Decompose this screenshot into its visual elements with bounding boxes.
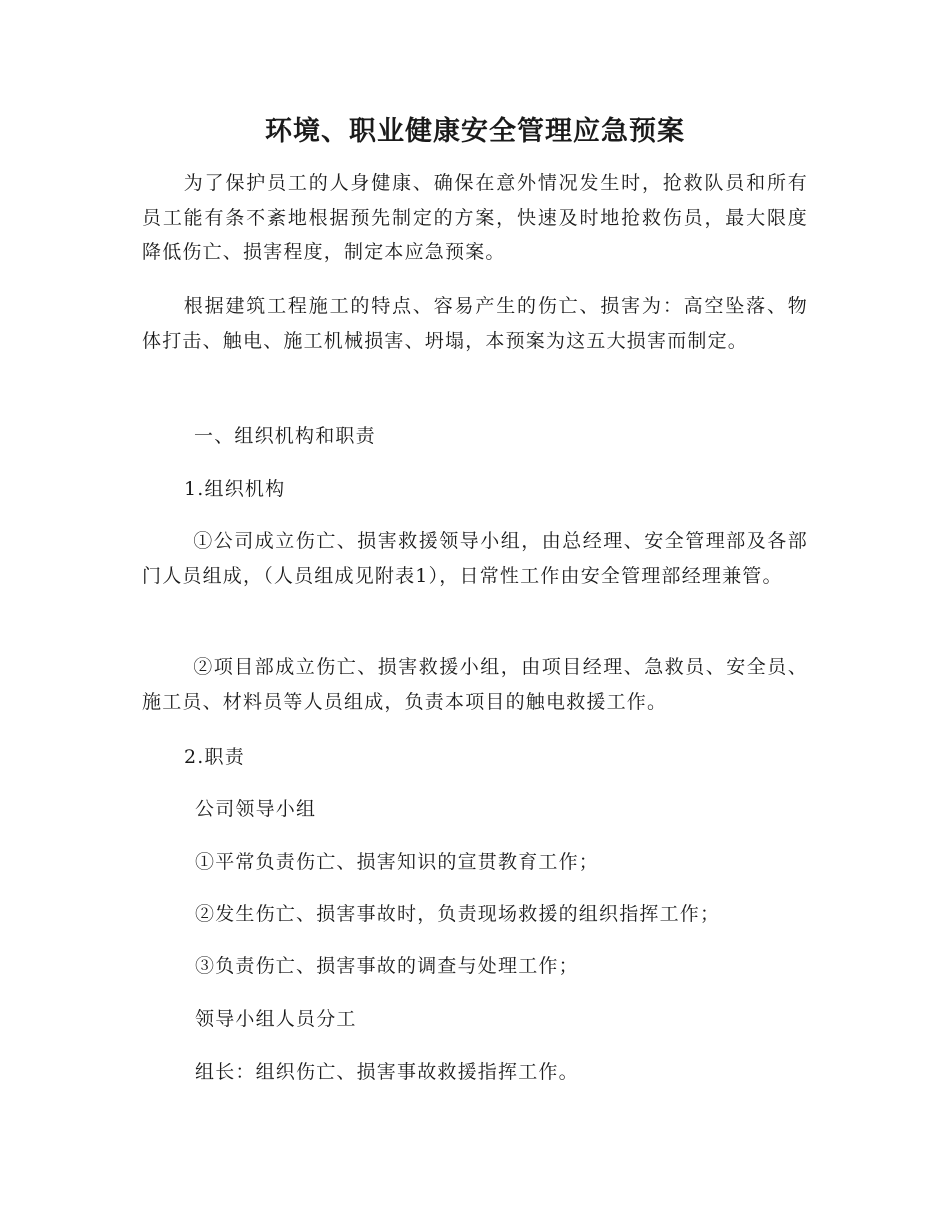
- basis-paragraph: 根据建筑工程施工的特点、容易产生的伤亡、损害为：高空坠落、物体打击、触电、施工机械损害、坍塌，本预案为这五大损害而制定。: [142, 295, 808, 352]
- document-title: 环境、职业健康安全管理应急预案: [265, 116, 685, 147]
- subheading-duties: 2.职责: [184, 746, 245, 768]
- division-label: 领导小组人员分工: [195, 1008, 357, 1030]
- duty-item-1: ①平常负责伤亡、损害知识的宣贯教育工作；: [195, 851, 600, 873]
- section-heading-organization: 一、组织机构和职责: [194, 425, 376, 447]
- intro-paragraph: 为了保护员工的人身健康、确保在意外情况发生时，抢救队员和所有员工能有条不紊地根据预先制定的方案，快速及时地抢救伤员，最大限度降低伤亡、损害程度，制定本应急预案。: [142, 172, 808, 263]
- duty-item-3: ③负责伤亡、损害事故的调查与处理工作；: [195, 955, 579, 977]
- duty-item-2: ②发生伤亡、损害事故时，负责现场救援的组织指挥工作；: [195, 903, 721, 925]
- subheading-organization: 1.组织机构: [184, 478, 286, 500]
- organization-item-1: ①公司成立伤亡、损害救援领导小组，由总经理、安全管理部及各部门人员组成，（人员组成见附表1），日常性工作由安全管理部经理兼管。: [142, 530, 808, 587]
- company-group-label: 公司领导小组: [195, 798, 317, 820]
- organization-item-2: ②项目部成立伤亡、损害救援小组，由项目经理、急救员、安全员、施工员、材料员等人员组成，负责本项目的触电救援工作。: [142, 656, 808, 713]
- leader-duty: 组长：组织伤亡、损害事故救援指挥工作。: [195, 1061, 579, 1083]
